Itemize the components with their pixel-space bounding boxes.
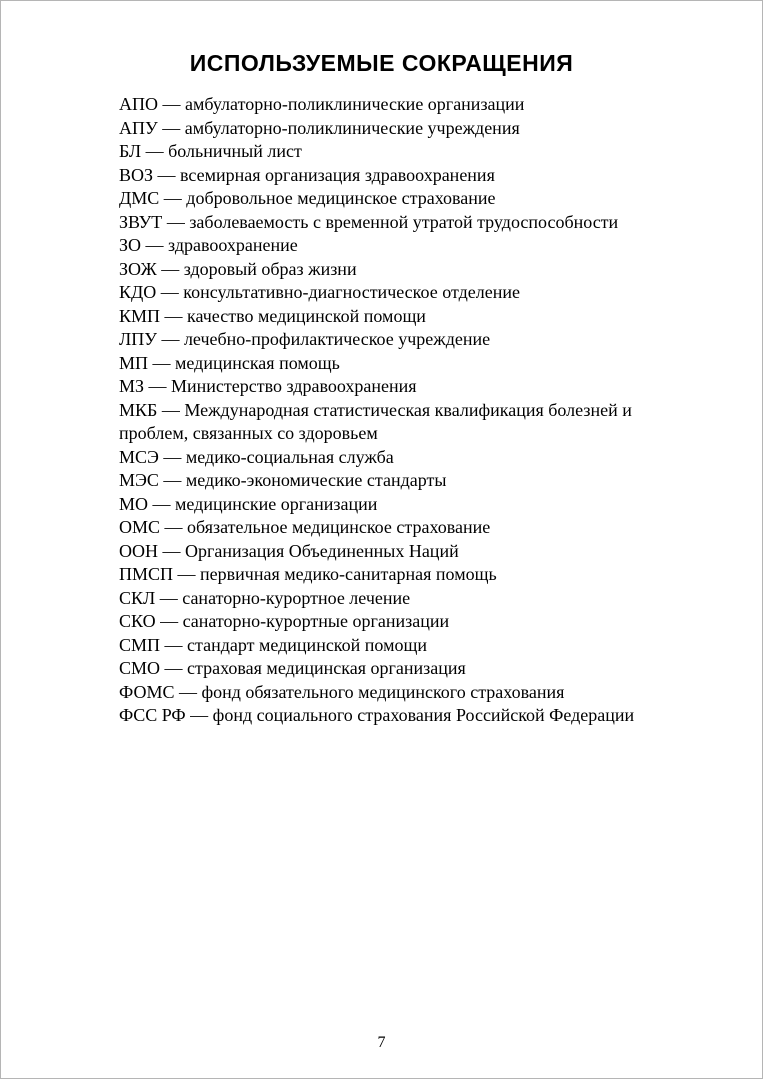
abbreviation-definition: стандарт медицинской помощи	[187, 634, 427, 655]
abbreviation-item	[119, 704, 698, 728]
em-dash-separator: —	[144, 376, 172, 396]
em-dash-separator: —	[160, 658, 188, 678]
abbreviation-item	[119, 657, 698, 681]
abbreviation-item	[119, 610, 698, 634]
abbreviation-term: СМП	[119, 634, 161, 655]
abbreviation-item	[119, 164, 698, 188]
abbreviation-definition: страховая медицинская организация	[187, 658, 466, 678]
em-dash-separator: —	[158, 470, 186, 490]
abbreviation-definition: санаторно-курортное лечение	[182, 587, 411, 608]
abbreviation-definition: медико-экономические стандарты	[185, 470, 447, 490]
abbreviation-definition: больничный лист	[168, 141, 302, 161]
em-dash-separator: —	[141, 141, 169, 161]
abbreviation-term: ЛПУ	[119, 329, 157, 349]
abbreviation-item	[119, 211, 698, 235]
abbreviation-term: МЗ	[119, 376, 145, 396]
em-dash-separator: —	[174, 681, 202, 702]
em-dash-separator: —	[158, 446, 186, 467]
em-dash-separator: —	[185, 705, 213, 725]
abbreviation-item	[119, 587, 698, 611]
abbreviation-item	[119, 234, 698, 258]
page-number: 7	[377, 1034, 386, 1051]
abbreviation-definition: обязательное медицинское страхование	[187, 517, 491, 537]
abbreviation-term: СКО	[119, 611, 156, 631]
abbreviation-term: ФСС РФ	[119, 705, 186, 725]
em-dash-separator: —	[148, 352, 176, 373]
em-dash-separator: —	[155, 611, 183, 631]
abbreviation-definition: Организация Объединенных Наций	[185, 540, 459, 561]
abbreviation-item	[119, 563, 698, 587]
em-dash-separator: —	[160, 305, 188, 326]
abbreviation-term: МСЭ	[119, 446, 159, 467]
abbreviation-item	[119, 399, 698, 446]
abbreviation-definition: медико-социальная служба	[185, 446, 394, 467]
abbreviation-term: АПО	[119, 94, 158, 114]
abbreviation-term: ЗВУТ	[119, 211, 163, 232]
abbreviation-term: ВОЗ	[119, 164, 154, 185]
abbreviation-definition: амбулаторно-поликлинические организации	[185, 94, 525, 114]
abbreviation-term: МП	[119, 352, 149, 373]
em-dash-separator: —	[162, 211, 190, 232]
abbreviation-term: МО	[119, 493, 149, 514]
abbreviation-term: КДО	[119, 282, 157, 302]
abbreviation-definition: фонд социального страхования Российской Федерации	[212, 705, 635, 725]
abbreviation-definition: санаторно-курортные организации	[182, 611, 450, 631]
page-title: ИСПОЛЬЗУЕМЫЕ СОКРАЩЕНИЯ	[189, 50, 574, 76]
em-dash-separator: —	[156, 282, 184, 302]
abbreviation-definition: здравоохранение	[168, 235, 298, 255]
em-dash-separator: —	[173, 564, 201, 584]
abbreviation-definition: Министерство здравоохранения	[171, 376, 417, 396]
em-dash-separator: —	[156, 258, 184, 279]
abbreviation-term: БЛ	[119, 141, 142, 161]
abbreviation-definition: заболеваемость с временной утратой трудоспособности	[189, 211, 619, 232]
abbreviation-item	[119, 117, 698, 141]
abbreviation-item	[119, 634, 698, 658]
abbreviation-item	[119, 305, 698, 329]
abbreviation-definition: добровольное медицинское страхование	[186, 188, 496, 208]
em-dash-separator: —	[160, 517, 188, 537]
abbreviation-item	[119, 93, 698, 117]
abbreviation-definition: первичная медико-санитарная помощь	[200, 564, 497, 584]
em-dash-separator: —	[156, 329, 184, 349]
abbreviation-definition: фонд обязательного медицинского страхования	[201, 681, 565, 702]
abbreviation-item	[119, 281, 698, 305]
abbreviation-term: МЭС	[119, 470, 159, 490]
abbreviation-item	[119, 469, 698, 493]
em-dash-separator: —	[157, 117, 185, 138]
abbreviation-list	[119, 93, 698, 728]
em-dash-separator: —	[160, 634, 188, 655]
abbreviation-item	[119, 352, 698, 376]
abbreviation-item	[119, 187, 698, 211]
abbreviation-definition: медицинские организации	[175, 493, 378, 514]
em-dash-separator: —	[159, 188, 187, 208]
abbreviation-item	[119, 446, 698, 470]
abbreviation-item	[119, 140, 698, 164]
abbreviation-item	[119, 516, 698, 540]
abbreviation-term: СМО	[119, 658, 161, 678]
abbreviation-term: СКЛ	[119, 587, 156, 608]
em-dash-separator: —	[157, 399, 185, 420]
em-dash-separator: —	[158, 540, 185, 561]
abbreviation-term: ФОМС	[119, 681, 175, 702]
em-dash-separator: —	[153, 164, 181, 185]
abbreviation-definition: амбулаторно-поликлинические учреждения	[184, 117, 520, 138]
abbreviation-definition: здоровый образ жизни	[183, 258, 357, 279]
abbreviation-definition: всемирная организация здравоохранения	[180, 164, 495, 185]
abbreviation-term: МКБ	[119, 399, 158, 420]
abbreviation-term: ОМС	[119, 517, 161, 537]
em-dash-separator: —	[155, 587, 183, 608]
abbreviation-term: АПУ	[119, 117, 158, 138]
abbreviation-term: ЗО	[119, 235, 142, 255]
em-dash-separator: —	[158, 94, 185, 114]
em-dash-separator: —	[148, 493, 176, 514]
abbreviation-item	[119, 258, 698, 282]
abbreviation-term: ЗОЖ	[119, 258, 157, 279]
abbreviation-definition: медицинская помощь	[175, 352, 340, 373]
abbreviation-definition: консультативно-диагностическое отделение	[183, 282, 520, 302]
abbreviation-item	[119, 328, 698, 352]
abbreviation-term: ДМС	[119, 188, 160, 208]
em-dash-separator: —	[141, 235, 169, 255]
abbreviation-item	[119, 681, 698, 705]
abbreviation-term: ООН	[119, 540, 158, 561]
abbreviation-item	[119, 540, 698, 564]
abbreviation-definition: лечебно-профилактическое учреждение	[183, 329, 491, 349]
abbreviation-item	[119, 493, 698, 517]
abbreviation-definition: Международная статистическая квалификация болезней и проблем, связанных со здоровьем	[119, 399, 632, 443]
abbreviation-term: КМП	[119, 305, 161, 326]
abbreviation-term: ПМСП	[119, 564, 174, 584]
abbreviation-item	[119, 375, 698, 399]
abbreviation-definition: качество медицинской помощи	[187, 305, 426, 326]
